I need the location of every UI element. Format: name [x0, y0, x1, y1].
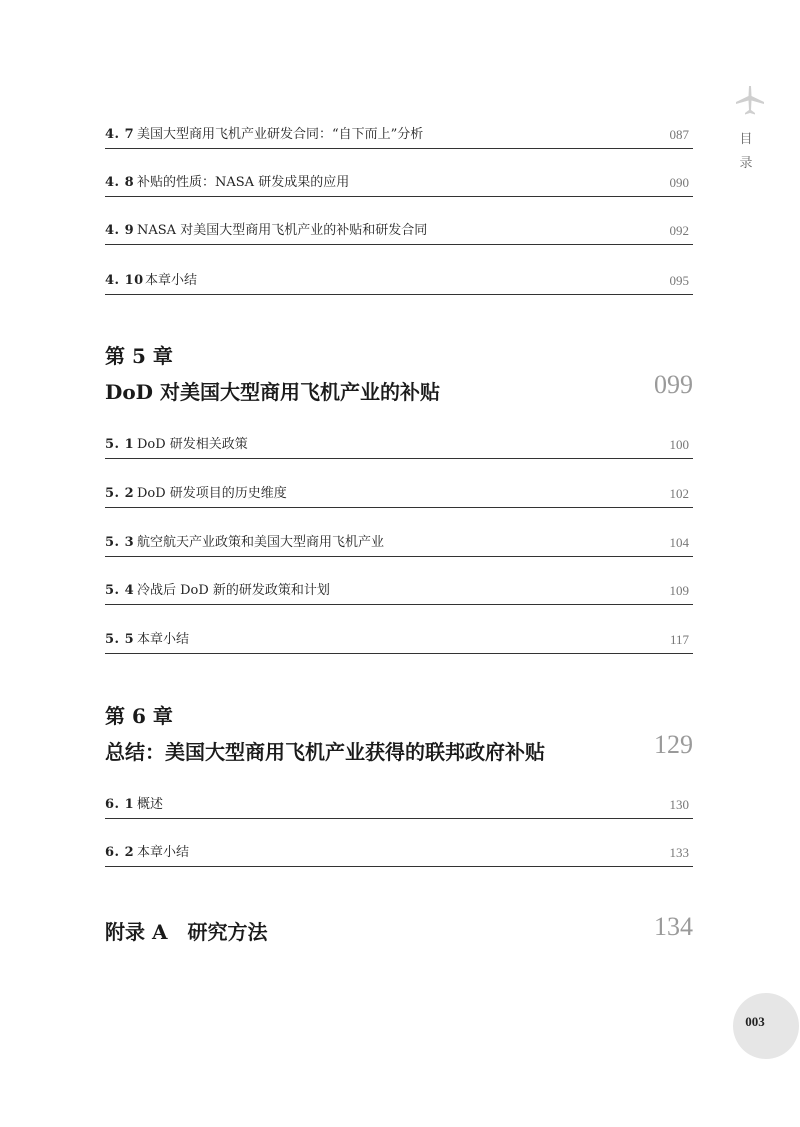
section-title: 概述 [137, 797, 164, 812]
section-page: 092 [669, 223, 689, 238]
section-title: 本章小结 [145, 273, 198, 288]
toc-entry-4-10[interactable] [105, 270, 693, 295]
section-title: 航空航天产业政策和美国大型商用飞机产业 [137, 535, 385, 550]
toc-entry-5-1[interactable] [105, 434, 693, 459]
toc-entry-5-5[interactable] [105, 629, 693, 654]
toc-side-label-line2: 录 [739, 156, 753, 171]
section-page: 104 [669, 535, 689, 550]
toc-entry-5-2[interactable] [105, 483, 693, 508]
chapter-5-title[interactable]: DoD 对美国大型商用飞机产业的补贴 [105, 380, 440, 404]
toc-entry-6-2[interactable] [105, 842, 693, 867]
section-page: 130 [669, 797, 689, 812]
section-title: DoD 研发项目的历史维度 [137, 486, 287, 501]
section-title: 冷战后 DoD 新的研发政策和计划 [137, 583, 330, 598]
chapter-6-label: 第 6 章 [105, 704, 173, 728]
section-title: 本章小结 [137, 632, 190, 647]
section-title: 补贴的性质：NASA 研发成果的应用 [137, 175, 350, 190]
section-page: 090 [669, 175, 689, 190]
toc-side-label-line1: 目 [739, 132, 753, 147]
section-number: 4. 7 [105, 127, 135, 142]
toc-entry-4-8[interactable] [105, 172, 693, 197]
section-number: 4. 8 [105, 175, 135, 190]
section-page: 095 [669, 273, 689, 288]
chapter-6-title[interactable]: 总结：美国大型商用飞机产业获得的联邦政府补贴 [105, 740, 545, 764]
section-number: 4. 10 [105, 273, 144, 288]
chapter-6-page: 129 [654, 730, 693, 759]
section-number: 5. 1 [105, 437, 135, 452]
section-title: DoD 研发相关政策 [137, 437, 248, 452]
section-page: 087 [669, 127, 689, 142]
section-number: 6. 2 [105, 845, 135, 860]
section-page: 133 [669, 845, 689, 860]
section-title: 美国大型商用飞机产业研发合同：“自下而上”分析 [137, 127, 424, 142]
toc-entry-5-3[interactable] [105, 532, 693, 557]
toc-entry-4-7[interactable] [105, 124, 693, 149]
chapter-5-label: 第 5 章 [105, 344, 173, 368]
toc-side-label [738, 128, 754, 176]
section-number: 5. 4 [105, 583, 135, 598]
airplane-icon [734, 84, 766, 116]
appendix-a-page: 134 [654, 912, 693, 941]
section-number: 5. 3 [105, 535, 135, 550]
section-page: 102 [669, 486, 689, 501]
section-number: 5. 5 [105, 632, 135, 647]
toc-entry-4-9[interactable] [105, 220, 693, 245]
page-number: 003 [745, 1014, 765, 1029]
section-page: 100 [669, 437, 689, 452]
section-page: 109 [669, 583, 689, 598]
toc-entry-5-4[interactable] [105, 580, 693, 605]
section-page: 117 [669, 632, 689, 647]
section-title: 本章小结 [137, 845, 190, 860]
section-number: 4. 9 [105, 223, 135, 238]
section-title: NASA 对美国大型商用飞机产业的补贴和研发合同 [137, 223, 428, 238]
chapter-5-page: 099 [654, 370, 693, 399]
section-number: 5. 2 [105, 486, 135, 501]
toc-entry-6-1[interactable] [105, 794, 693, 819]
appendix-a-title[interactable]: 附录 A 研究方法 [105, 920, 268, 944]
section-number: 6. 1 [105, 797, 135, 812]
